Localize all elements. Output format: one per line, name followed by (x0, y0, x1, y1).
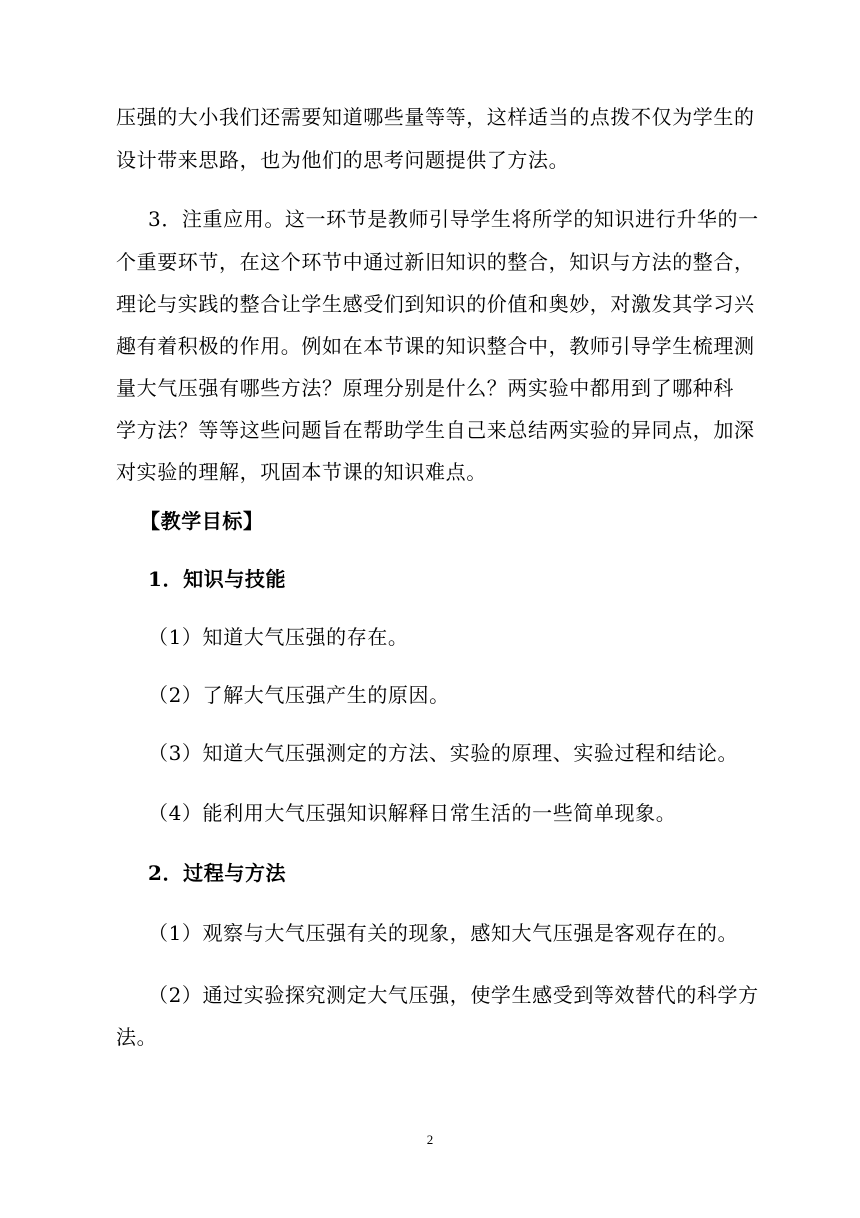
paragraph-line: 学方法？等等这些问题旨在帮助学生自己来总结两实验的异同点，加深 (116, 418, 755, 442)
paragraph-line: 设计带来思路，也为他们的思考问题提供了方法。 (116, 148, 570, 172)
list-item: （2）通过实验探究测定大气压强，使学生感受到等效替代的科学方 (148, 983, 759, 1007)
section-title: 【教学目标】 (140, 509, 264, 533)
paragraph-line: 量大气压强有哪些方法？原理分别是什么？两实验中都用到了哪种科 (116, 376, 734, 400)
list-item: （1）观察与大气压强有关的现象，感知大气压强是客观存在的。 (148, 921, 739, 945)
list-item: （4）能利用大气压强知识解释日常生活的一些简单现象。 (148, 801, 677, 825)
paragraph-line: 对实验的理解，巩固本节课的知识难点。 (116, 460, 487, 484)
list-item: （2）了解大气压强产生的原因。 (148, 683, 450, 707)
paragraph-line: 3．注重应用。这一环节是教师引导学生将所学的知识进行升华的一 (148, 207, 759, 231)
subsection-heading: 2．过程与方法 (148, 861, 287, 885)
list-item: （3）知道大气压强测定的方法、实验的原理、实验过程和结论。 (148, 741, 739, 765)
paragraph-line: 压强的大小我们还需要知道哪些量等等，这样适当的点拨不仅为学生的 (116, 105, 755, 129)
list-item: （1）知道大气压强的存在。 (148, 625, 409, 649)
paragraph-line: 个重要环节，在这个环节中通过新旧知识的整合，知识与方法的整合， (116, 250, 755, 274)
paragraph-line: 理论与实践的整合让学生感受们到知识的价值和奥妙，对激发其学习兴 (116, 292, 755, 316)
page-number: 2 (426, 1132, 434, 1147)
subsection-heading: 1．知识与技能 (148, 567, 287, 591)
paragraph-line: 趣有着积极的作用。例如在本节课的知识整合中，教师引导学生梳理测 (116, 334, 755, 358)
list-item: 法。 (116, 1025, 158, 1049)
